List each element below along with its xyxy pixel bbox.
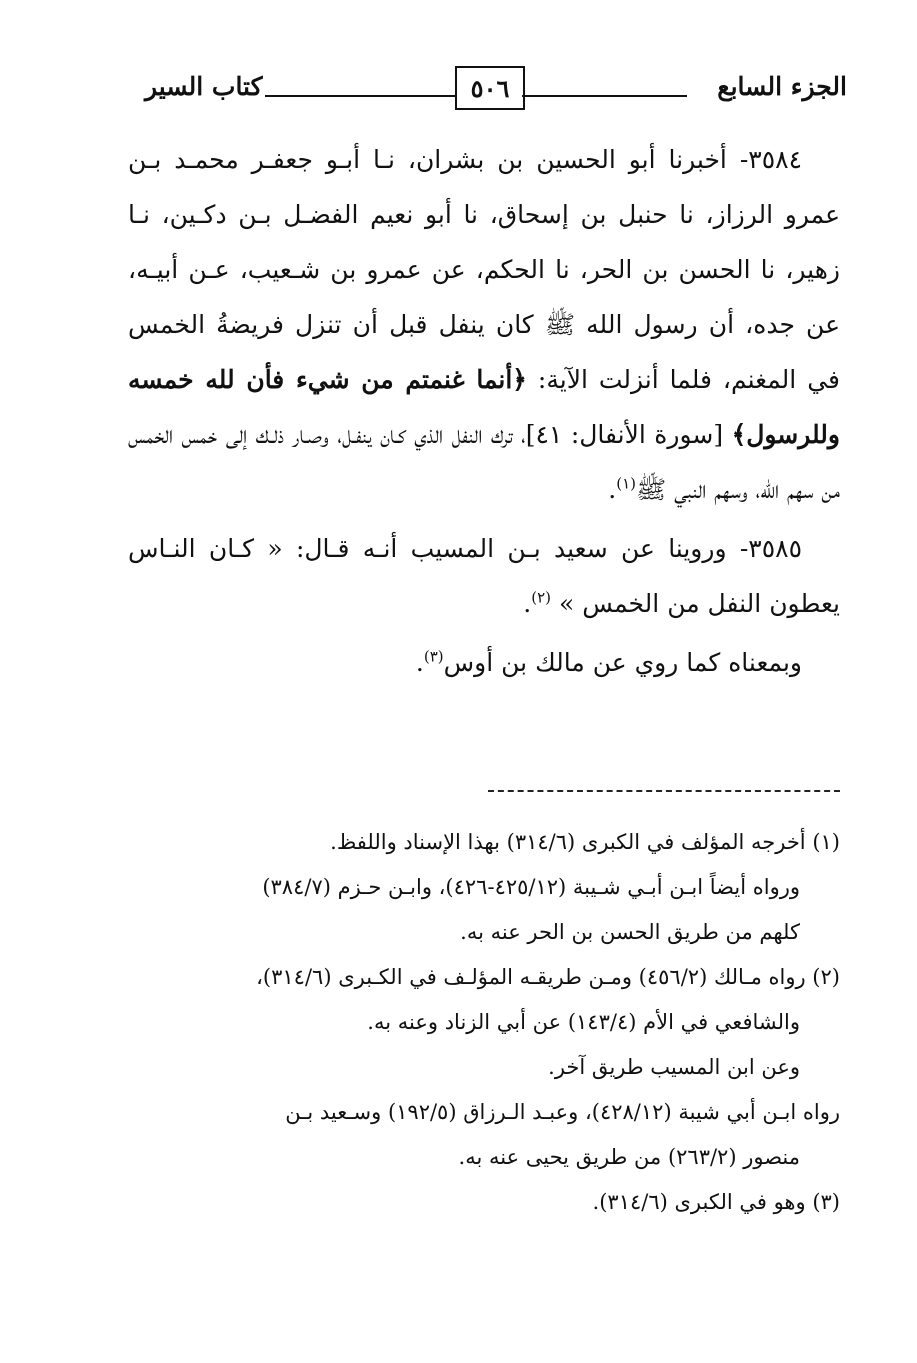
sentence-end: . <box>415 648 424 677</box>
main-text <box>128 132 840 690</box>
footnote-line: وعن ابن المسيب طريق آخر. <box>548 1055 800 1079</box>
header-rule-right <box>522 95 687 97</box>
footnote-line: (١) أخرجه المؤلف في الكبرى (٣١٤/٦) بهذا الإسناد واللفظ. <box>330 830 840 854</box>
footnote-ref: (٣) <box>423 647 444 666</box>
footnotes <box>120 820 840 1225</box>
volume-title: الجزء السابع <box>717 72 847 101</box>
footnote-ref: (٢) <box>531 588 552 607</box>
footnote-line: (٢) رواه مـالك (٤٥٦/٢) ومـن طريقـه المؤلـف في الكـبرى (٣١٤/٦)، <box>256 965 840 989</box>
header-rule-left <box>265 95 455 97</box>
page-number: ٥٠٦ <box>455 66 525 110</box>
hadith-text: أخبرنا أبو الحسين بن بشران، نـا أبـو جعفـر محمـد بـن عمرو الرزاز، نا حنبل بن إسحاق، نا أبو نعيم الفضـل بـن دكـين، نـا زهير، نا الحسن بن الحر، نا الحكم، عن عمرو بن شـعيب، عـن أبيـه، عن جده، أن رسول الله ﷺ كان ينفل قبل أن تنزل فريضةُ الخمس في المغنم، فلما أنزلت الآية: <box>128 145 840 394</box>
hadith-paragraph-3584 <box>128 132 840 517</box>
footnote-line: ورواه أيضاً ابـن أبـي شـيبة (٤٢٥/١٢-٤٢٦)، وابـن حـزم (٣٨٤/٧) <box>262 875 800 899</box>
footnote-line: (٣) وهو في الكبرى (٣١٤/٦). <box>592 1190 840 1214</box>
footnote-ref: (١) <box>616 474 636 493</box>
hadith-paragraph-3585 <box>128 521 840 631</box>
hadith-text: [سورة الأنفال: ٤١]، ترك النفل الذي كـان ينفـل، وصـار ذلـك إلى خمس الخمس من سهم الله، وسهم النبي ﷺ <box>128 420 840 504</box>
hadith-text: وروينا عن سعيد بـن المسيب أنـه قـال: « كـان النـاس يعطون النفل من الخمس » <box>128 534 840 618</box>
footnote-separator <box>488 790 840 792</box>
quran-verse: ﴿أنما غنمتم من شيء فأن لله خمسه وللرسول﴾ <box>128 365 840 449</box>
footnote-line: والشافعي في الأم (١٤٣/٤) عن أبي الزناد وعنه به. <box>367 1010 800 1034</box>
sentence-end: . <box>608 475 617 504</box>
book-title: كتاب السير <box>145 72 263 101</box>
hadith-number: ٣٥٨٥- <box>739 534 802 563</box>
closing-text: وبمعناه كما روي عن مالك بن أوس <box>443 648 802 677</box>
footnote-line: كلهم من طريق الحسن بن الحر عنه به. <box>460 920 800 944</box>
running-header <box>135 62 847 114</box>
footnote-line: رواه ابـن أبي شيبة (٤٢٨/١٢)، وعبـد الـرزاق (١٩٢/٥) وسـعيد بـن <box>285 1100 840 1124</box>
closing-paragraph <box>128 635 840 690</box>
footnote-line: منصور (٢٦٣/٢) من طريق يحيى عنه به. <box>458 1145 800 1169</box>
hadith-number: ٣٥٨٤- <box>739 145 802 174</box>
sentence-end: . <box>523 589 532 618</box>
